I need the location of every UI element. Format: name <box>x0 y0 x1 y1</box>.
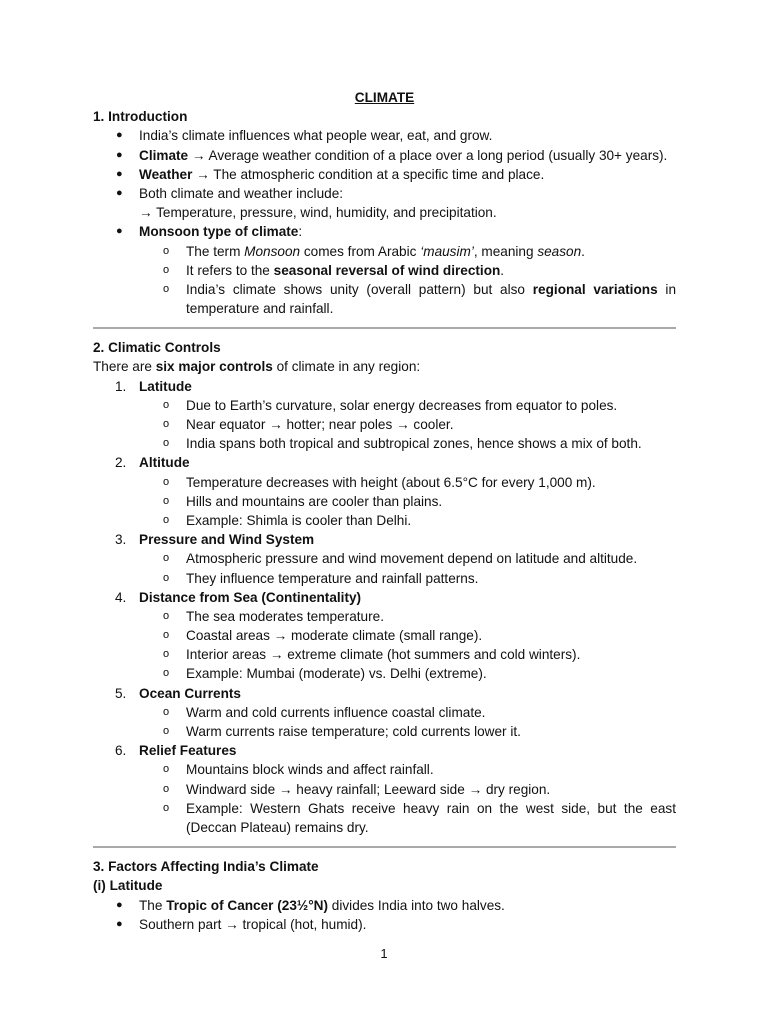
bullet-marker: ● <box>116 917 123 930</box>
item-text: Example: Shimla is cooler than Delhi. <box>186 512 412 528</box>
item-text: Coastal areas → moderate climate (small range). <box>186 628 483 644</box>
bullet-marker: ● <box>116 167 123 180</box>
numbered-item <box>93 453 676 472</box>
text-run: . <box>581 243 585 259</box>
item-number: 6. <box>115 743 127 759</box>
bullet-marker: ● <box>116 129 123 142</box>
sub-list-item <box>93 760 676 779</box>
section-2-heading: 2. Climatic Controls <box>93 340 221 356</box>
item-number: 4. <box>115 589 127 605</box>
circle-marker: o <box>163 763 170 776</box>
list-item <box>93 915 676 934</box>
list-item-continuation: → Temperature, pressure, wind, humidity, and precipitation. <box>139 205 497 221</box>
sub-list-item <box>93 722 676 741</box>
item-title: Latitude <box>139 378 192 394</box>
list-item <box>93 896 676 915</box>
list-item <box>93 146 676 165</box>
item-title: Altitude <box>139 455 190 471</box>
text-run: regional variations <box>532 281 658 297</box>
sub-list-item <box>93 280 676 299</box>
sub-list-item <box>93 492 676 511</box>
bullet-marker: ● <box>116 186 123 199</box>
item-text: Warm and cold currents influence coastal climate. <box>186 704 486 720</box>
item-title: Relief Features <box>139 743 237 759</box>
sub-list-item <box>93 703 676 722</box>
item-text: Atmospheric pressure and wind movement depend on latitude and altitude. <box>186 551 638 567</box>
sub-list-item <box>93 261 676 280</box>
item-title: Distance from Sea (Continentality) <box>139 589 362 605</box>
circle-marker: o <box>163 801 170 814</box>
text-run: The <box>139 897 167 913</box>
text-run: Tropic of Cancer (23½°N) <box>166 897 329 913</box>
bullet-marker: ● <box>116 148 123 161</box>
text-run: India’s climate shows unity (overall pattern) but also <box>186 281 533 297</box>
item-text: The sea moderates temperature. <box>186 608 384 624</box>
term: Weather <box>139 166 193 182</box>
text-run: seasonal reversal of wind direction <box>273 262 501 278</box>
circle-marker: o <box>163 282 170 295</box>
sub-list-item <box>93 799 676 818</box>
item-title: Ocean Currents <box>139 685 241 701</box>
subsection-heading: (i) Latitude <box>93 878 163 894</box>
numbered-item <box>93 530 676 549</box>
circle-marker: o <box>163 513 170 526</box>
bullet-marker: ● <box>116 898 123 911</box>
text-run: of climate in any region: <box>272 359 421 375</box>
item-number: 5. <box>115 685 127 701</box>
text-run: ‘mausim’ <box>420 243 474 259</box>
page-number: 1 <box>380 946 388 961</box>
section-divider <box>93 327 676 329</box>
circle-marker: o <box>163 418 170 430</box>
sub-list-item-continuation: (Deccan Plateau) remains dry. <box>186 819 369 835</box>
list-item <box>93 165 676 184</box>
section-intro <box>93 357 676 376</box>
term: Climate <box>139 147 189 163</box>
numbered-item <box>93 588 676 607</box>
item-text: Temperature decreases with height (about 6.5°C for every 1,000 m). <box>186 474 596 490</box>
item-text: Warm currents raise temperature; cold currents lower it. <box>186 724 521 739</box>
item-text: They influence temperature and rainfall patterns. <box>186 570 479 586</box>
list-item <box>93 126 676 145</box>
sub-list-item <box>93 664 676 683</box>
text-run: comes from Arabic <box>300 243 421 259</box>
text-run: six major controls <box>155 359 273 375</box>
item-text: Hills and mountains are cooler than plains. <box>186 493 443 509</box>
text-run: , meaning <box>473 243 538 259</box>
section-1-heading: 1. Introduction <box>93 109 188 125</box>
item-text: → Average weather condition of a place over a long period (usually 30+ years). <box>188 147 668 163</box>
sub-list-item <box>93 780 676 799</box>
circle-marker: o <box>163 398 170 411</box>
text-run: season <box>537 243 582 259</box>
circle-marker: o <box>163 667 170 680</box>
text-run: There are <box>93 359 156 375</box>
circle-marker: o <box>163 725 170 737</box>
circle-marker: o <box>163 494 170 507</box>
item-title: Pressure and Wind System <box>139 532 315 548</box>
circle-marker: o <box>163 705 170 718</box>
item-text: India spans both tropical and subtropical zones, hence shows a mix of both. <box>186 436 642 452</box>
numbered-item <box>93 377 676 396</box>
circle-marker: o <box>163 648 170 661</box>
circle-marker: o <box>163 782 170 795</box>
circle-marker: o <box>163 437 170 450</box>
sub-list-item <box>93 549 676 568</box>
bullet-marker: ● <box>116 225 123 238</box>
item-text: India’s climate influences what people wear, eat, and grow. <box>139 128 493 144</box>
circle-marker: o <box>163 571 170 584</box>
text-run: It refers to the <box>186 262 274 278</box>
item-text: Mountains block winds and affect rainfall. <box>186 762 434 778</box>
item-text: Both climate and weather include: <box>139 185 344 201</box>
sub-list-item-continuation: temperature and rainfall. <box>186 301 334 317</box>
item-text: Example: Western Ghats receive heavy rain on the west side, but the east <box>186 800 676 816</box>
sub-list-item <box>93 645 676 664</box>
text-run: . <box>500 262 505 278</box>
text-run: The term <box>186 243 245 259</box>
sub-list-item <box>93 626 676 645</box>
sub-list-item <box>93 434 676 453</box>
item-number: 3. <box>115 532 127 548</box>
item-text: → The atmospheric condition at a specific time and place. <box>192 166 545 182</box>
circle-marker: o <box>163 552 170 565</box>
text-run: in <box>665 281 677 297</box>
section-3-heading: 3. Factors Affecting India’s Climate <box>93 859 319 875</box>
page-title: CLIMATE <box>354 90 415 105</box>
item-text: : <box>298 224 303 240</box>
section-divider <box>93 846 676 848</box>
numbered-item <box>93 684 676 703</box>
circle-marker: o <box>163 244 170 257</box>
sub-list-item <box>93 607 676 626</box>
numbered-item <box>93 741 676 760</box>
item-text: Windward side → heavy rainfall; Leeward side → dry region. <box>186 781 551 797</box>
item-text: Interior areas → extreme climate (hot summers and cold winters). <box>186 647 581 663</box>
text-run: divides India into two halves. <box>328 897 505 913</box>
sub-list-item <box>93 242 676 261</box>
sub-list-item <box>93 396 676 415</box>
sub-list-item <box>93 569 676 588</box>
circle-marker: o <box>163 475 170 488</box>
item-text: Near equator → hotter; near poles → cooler. <box>186 417 454 432</box>
sub-list-item <box>93 511 676 530</box>
list-item <box>93 222 676 241</box>
circle-marker: o <box>163 609 170 622</box>
text-run: Monsoon <box>244 243 301 259</box>
item-text: Southern part → tropical (hot, humid). <box>139 916 367 932</box>
circle-marker: o <box>163 629 170 642</box>
circle-marker: o <box>163 263 170 276</box>
sub-list-item <box>93 473 676 492</box>
item-text: Due to Earth’s curvature, solar energy decreases from equator to poles. <box>186 397 618 413</box>
item-text: Example: Mumbai (moderate) vs. Delhi (extreme). <box>186 666 487 682</box>
sub-list-item <box>93 415 676 434</box>
list-item <box>93 184 676 203</box>
item-number: 1. <box>115 378 127 394</box>
item-number: 2. <box>115 455 127 471</box>
term: Monsoon type of climate <box>139 224 299 240</box>
